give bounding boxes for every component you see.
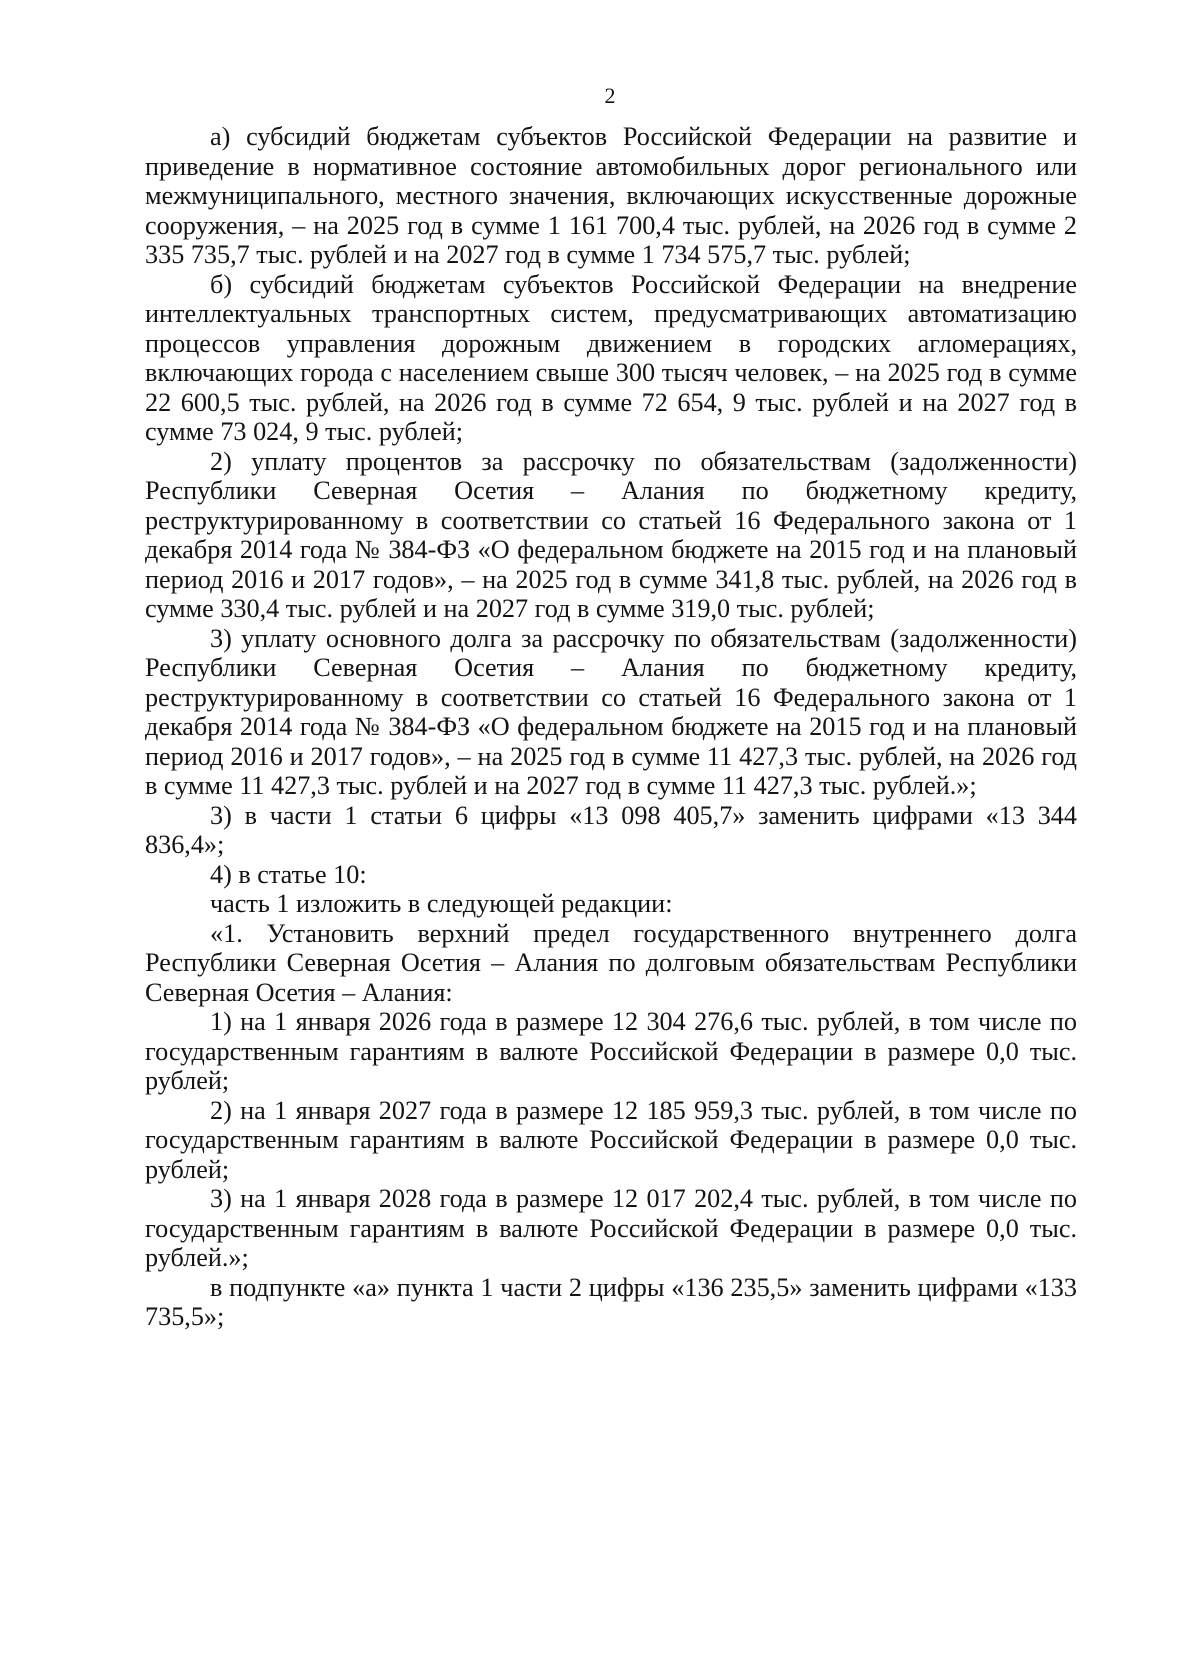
paragraph-subpoint-a: в подпункте «а» пункта 1 части 2 цифры «136 235,5» заменить цифрами «133 735,5»; xyxy=(145,1272,1077,1331)
paragraph-subsidy-its: б) субсидий бюджетам субъектов Российской Федерации на внедрение интеллектуальных транспортных систем, предусматривающих автоматизацию процессов управления дорожным движением в городских агломерациях, включающих города с населением свыше 300 тысяч человек, – на 2025 год в сумме 22 600,5 тыс. рублей, на 2026 год в сумме 72 654, 9 тыс. рублей и на 2027 год в сумме 73 024, 9 тыс. рублей; xyxy=(145,269,1077,446)
paragraph-article-10: 4) в статье 10: xyxy=(210,859,367,889)
paragraph-debt-limit: «1. Установить верхний предел государственного внутреннего долга Республики Северная Осетия – Алания по долговым обязательствам Республики Северная Осетия – Алания: xyxy=(145,918,1077,1007)
paragraph-debt-2027: 2) на 1 января 2027 года в размере 12 185 959,3 тыс. рублей, в том числе по государственным гарантиям в валюте Российской Федерации в размере 0,0 тыс. рублей; xyxy=(145,1095,1077,1184)
paragraph-article-6: 3) в части 1 статьи 6 цифры «13 098 405,7» заменить цифрами «13 344 836,4»; xyxy=(145,800,1077,859)
page-number: 2 xyxy=(604,83,616,108)
paragraph-debt-2026: 1) на 1 января 2026 года в размере 12 304 276,6 тыс. рублей, в том числе по государственным гарантиям в валюте Российской Федерации в размере 0,0 тыс. рублей; xyxy=(145,1007,1077,1095)
document-body xyxy=(145,122,1077,1332)
paragraph-interest-payment: 2) уплату процентов за рассрочку по обязательствам (задолженности) Республики Северная Осетия – Алания по бюджетному кредиту, реструктурированному в соответствии со статьей 16 Федерального закона от 1 декабря 2014 года № 384-ФЗ «О федеральном бюджете на 2015 год и на плановый период 2016 и 2017 годов», – на 2025 год в сумме 341,8 тыс. рублей, на 2026 год в сумме 330,4 тыс. рублей и на 2027 год в сумме 319,0 тыс. рублей; xyxy=(145,446,1077,623)
paragraph-debt-2028: 3) на 1 января 2028 года в размере 12 017 202,4 тыс. рублей, в том числе по государственным гарантиям в валюте Российской Федерации в размере 0,0 тыс. рублей.»; xyxy=(145,1184,1077,1272)
paragraph-principal-payment: 3) уплату основного долга за рассрочку по обязательствам (задолженности) Республики Северная Осетия – Алания по бюджетному кредиту, реструктурированному в соответствии со статьей 16 Федерального закона от 1 декабря 2014 года № 384-ФЗ «О федеральном бюджете на 2015 год и на плановый период 2016 и 2017 годов», – на 2025 год в сумме 11 427,3 тыс. рублей, на 2026 год в сумме 11 427,3 тыс. рублей и на 2027 год в сумме 11 427,3 тыс. рублей.»; xyxy=(145,623,1077,800)
paragraph-part-1-wording: часть 1 изложить в следующей редакции: xyxy=(210,889,673,918)
paragraph-subsidy-roads: а) субсидий бюджетам субъектов Российской Федерации на развитие и приведение в нормативное состояние автомобильных дорог регионального или межмуниципального, местного значения, включающих искусственные дорожные сооружения, – на 2025 год в сумме 1 161 700,4 тыс. рублей, на 2026 год в сумме 2 335 735,7 тыс. рублей и на 2027 год в сумме 1 734 575,7 тыс. рублей; xyxy=(145,122,1077,269)
